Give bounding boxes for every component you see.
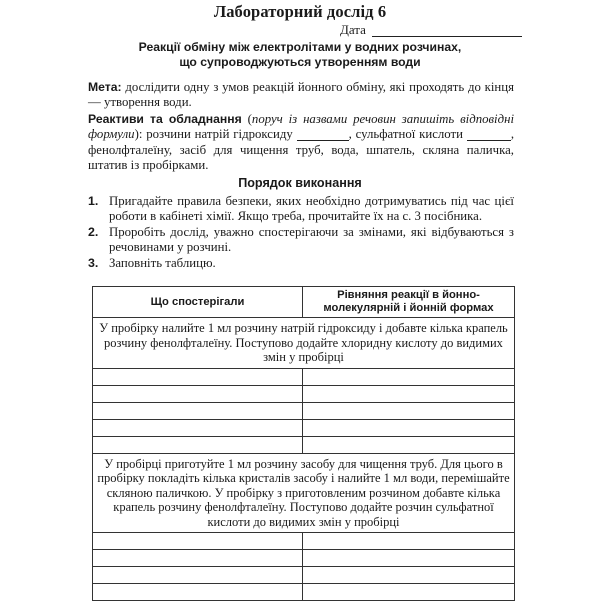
instruction-cell: У пробірку налийте 1 мл розчину натрій гідроксиду і добавте кілька крапель розчину фенолфталеїну. Поступово додайте хлоридну кислоту до видимих змін у пробірці: [93, 318, 515, 369]
goal-paragraph: [88, 80, 514, 110]
observation-cell[interactable]: [93, 533, 303, 550]
procedure-steps: [88, 194, 514, 272]
goal-text: дослідити одну з умов реакцій йонного обміну, які проходять до кінця — утворення води.: [88, 80, 514, 109]
observation-cell[interactable]: [93, 419, 303, 436]
date-label: Дата: [340, 22, 366, 37]
step-text: Заповніть таблицю.: [109, 256, 216, 270]
observation-cell[interactable]: [93, 402, 303, 419]
step-number: 3.: [88, 256, 99, 270]
naoh-formula-blank[interactable]: [297, 125, 349, 141]
table-row: [93, 368, 515, 385]
header-equation: Рівняння реакції в йонно-молекулярній і йонній формах: [303, 287, 515, 318]
equation-cell[interactable]: [303, 385, 515, 402]
date-blank-line: [372, 20, 522, 37]
instruction-row-2: [93, 453, 515, 533]
procedure-step: [88, 256, 514, 271]
equation-cell[interactable]: [303, 419, 515, 436]
reagents-label: Реактиви та обладнання: [88, 112, 242, 126]
observation-cell[interactable]: [93, 567, 303, 584]
observation-cell[interactable]: [93, 368, 303, 385]
page-title: Лабораторний дослід 6: [213, 2, 387, 21]
reagents-text-2: , сульфатної кислоти: [348, 127, 467, 141]
observation-cell[interactable]: [93, 584, 303, 601]
table-row: [93, 567, 515, 584]
step-number: 1.: [88, 194, 99, 208]
reagents-paragraph: [88, 112, 514, 173]
equation-cell[interactable]: [303, 436, 515, 453]
equation-cell[interactable]: [303, 402, 515, 419]
reagents-paren: (: [241, 112, 252, 126]
date-field: [340, 22, 522, 39]
table-row: [93, 402, 515, 419]
h2so4-formula-blank[interactable]: [467, 125, 511, 141]
reagents-text-3: , фенолфталеїну, засіб для чищення труб, вода, шпатель, скляна паличка, штатив із пробірками.: [88, 127, 515, 172]
goal-label: Мета:: [88, 80, 122, 94]
equation-cell[interactable]: [303, 368, 515, 385]
equation-cell[interactable]: [303, 533, 515, 550]
equation-cell[interactable]: [303, 584, 515, 601]
reagents-text-1: ): розчини натрій гідроксиду: [134, 127, 297, 141]
observation-cell[interactable]: [93, 436, 303, 453]
equation-cell[interactable]: [303, 567, 515, 584]
subtitle-line-2: що супроводжуються утворенням води: [179, 55, 421, 69]
step-text: Проробіть дослід, уважно спостерігаючи за змінами, які відбуваються з речовинами у розчині.: [109, 225, 514, 254]
procedure-title: Порядок виконання: [238, 176, 362, 190]
subtitle-line-1: Реакції обміну між електролітами у водних розчинах,: [138, 40, 462, 54]
reagents-hint: поруч із назвами речовин запишіть відповідні формули: [88, 112, 514, 141]
instruction-cell: У пробірці приготуйте 1 мл розчину засобу для чищення труб. Для цього в пробірку покладіть кілька кристалів засобу і налийте 1 мл води, перемішайте скляною паличкою. У пробірку з приготовленим розчином добавте кілька крапель розчину фенолфталеїну. Поступово додайте розчин сульфатної кислоти до видимих змін у пробірці: [93, 453, 515, 533]
equation-cell[interactable]: [303, 550, 515, 567]
table-row: [93, 550, 515, 567]
step-number: 2.: [88, 225, 99, 239]
experiment-subtitle: [0, 40, 600, 70]
table-row: [93, 385, 515, 402]
table-row: [93, 584, 515, 601]
table-row: [93, 436, 515, 453]
table-row: [93, 533, 515, 550]
observation-cell[interactable]: [93, 550, 303, 567]
table-row: [93, 419, 515, 436]
step-text: Пригадайте правила безпеки, яких необхідно дотримуватись під час цієї роботи в кабінеті хімії. Якщо треба, прочитайте їх на с. 3 посібника.: [109, 194, 514, 223]
instruction-row-1: [93, 318, 515, 369]
header-observed: Що спостерігали: [93, 287, 303, 318]
table-header-row: [93, 287, 515, 318]
procedure-step: [88, 225, 514, 255]
procedure-step: [88, 194, 514, 224]
observations-table: [92, 286, 515, 601]
observation-cell[interactable]: [93, 385, 303, 402]
